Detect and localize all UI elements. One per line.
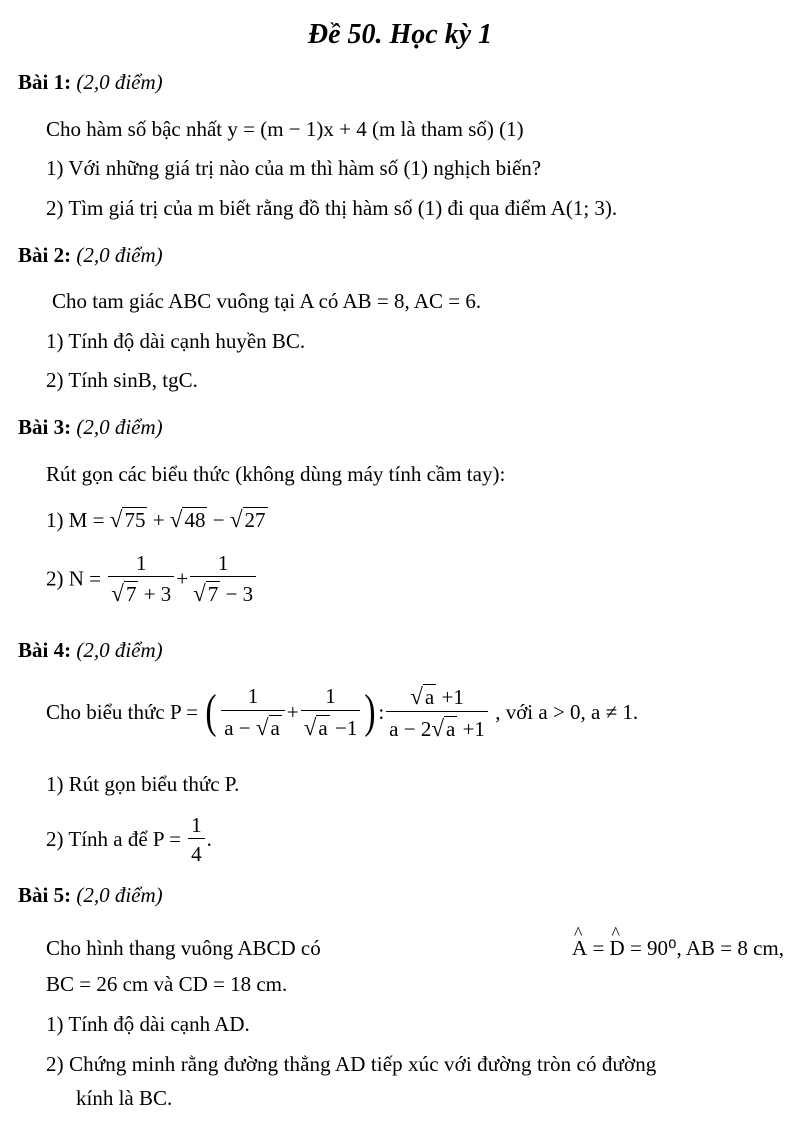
bai1-q1: 1) Với những giá trị nào của m thì hàm số (1) nghịch biến? <box>46 156 542 180</box>
bai2-points: (2,0 điểm) <box>76 243 163 267</box>
fraction-quarter: $\frac{1}{4}$ <box>188 812 205 868</box>
bai5-intro-line1: Cho hình thang vuông ABCD có ^ A = ^ D = 90⁰, AB = 8 cm, <box>46 936 784 961</box>
sqrt-75: √75 <box>109 506 146 532</box>
angle-d: ^ D <box>610 936 625 961</box>
bai2-label: Bài 2: <box>18 243 72 267</box>
fraction-n1: $\frac{1}{√7 + 3}$ <box>108 550 174 608</box>
sqrt-27: √27 <box>229 506 266 532</box>
bai4-points: (2,0 điểm) <box>76 638 163 662</box>
bai3-formula-m: 1) M = √75 + √48 − √27 <box>46 506 266 532</box>
bai4-q2: 2) Tính a để P = $\frac{1}{4}$ . <box>46 813 212 867</box>
bai2-q1: 1) Tính độ dài cạnh huyền BC. <box>46 329 306 353</box>
bai5-q2b: kính là BC. <box>76 1086 173 1110</box>
page-title: Đề 50. Học kỳ 1 <box>307 19 493 50</box>
bai5-intro-line2: BC = 26 cm và CD = 18 cm. <box>46 972 288 996</box>
bai5-header <box>18 883 163 908</box>
bai3-points: (2,0 điểm) <box>76 415 163 439</box>
bai1-intro: Cho hàm số bậc nhất y = (m − 1)x + 4 (m là tham số) (1) <box>46 117 524 141</box>
fraction-p1: $\frac{1}{a - √a}$ <box>221 683 285 741</box>
fraction-p3: $\frac{√a +1}{a - 2√a +1}$ <box>386 682 488 743</box>
bai3-intro: Rút gọn các biểu thức (không dùng máy tính cầm tay): <box>46 462 506 486</box>
bai1-label: Bài 1: <box>18 70 72 94</box>
bai1-points: (2,0 điểm) <box>76 70 163 94</box>
bai2-header <box>18 243 163 268</box>
bai3-formula-n: 2) N = $\frac{1}{√7 + 3}$ + $\frac{1}{√7 - 3}$ <box>46 550 258 608</box>
fraction-p2: $\frac{1}{√a -1}$ <box>301 683 361 741</box>
bai2-q2: 2) Tính sinB, tgC. <box>46 368 198 392</box>
bai5-points: (2,0 điểm) <box>76 883 163 907</box>
bai4-q1: 1) Rút gọn biểu thức P. <box>46 772 240 796</box>
sqrt-48: √48 <box>169 506 206 532</box>
bai5-q2a: 2) Chứng minh rằng đường thẳng AD tiếp xúc với đường tròn có đường <box>46 1052 657 1076</box>
fraction-n2: $\frac{1}{√7 - 3}$ <box>190 550 256 608</box>
bai2-intro: Cho tam giác ABC vuông tại A có AB = 8, AC = 6. <box>52 289 482 313</box>
bai5-label: Bài 5: <box>18 883 72 907</box>
bai3-header <box>18 415 163 440</box>
bai3-label: Bài 3: <box>18 415 72 439</box>
bai1-header <box>18 70 163 95</box>
bai4-label: Bài 4: <box>18 638 72 662</box>
bai4-header <box>18 638 163 663</box>
bai1-q2: 2) Tìm giá trị của m biết rằng đồ thị hàm số (1) đi qua điểm A(1; 3). <box>46 196 618 220</box>
bai4-formula-p: Cho biểu thức P = ( $\frac{1}{a - √a}$ + $\frac{1}{√a -1}$ ) : $\frac{√a +1}{a - 2√a +1}$ , với a > 0, a ≠ 1. <box>46 683 639 741</box>
bai5-q1: 1) Tính độ dài cạnh AD. <box>46 1012 250 1036</box>
angle-a: ^ A <box>572 936 587 961</box>
